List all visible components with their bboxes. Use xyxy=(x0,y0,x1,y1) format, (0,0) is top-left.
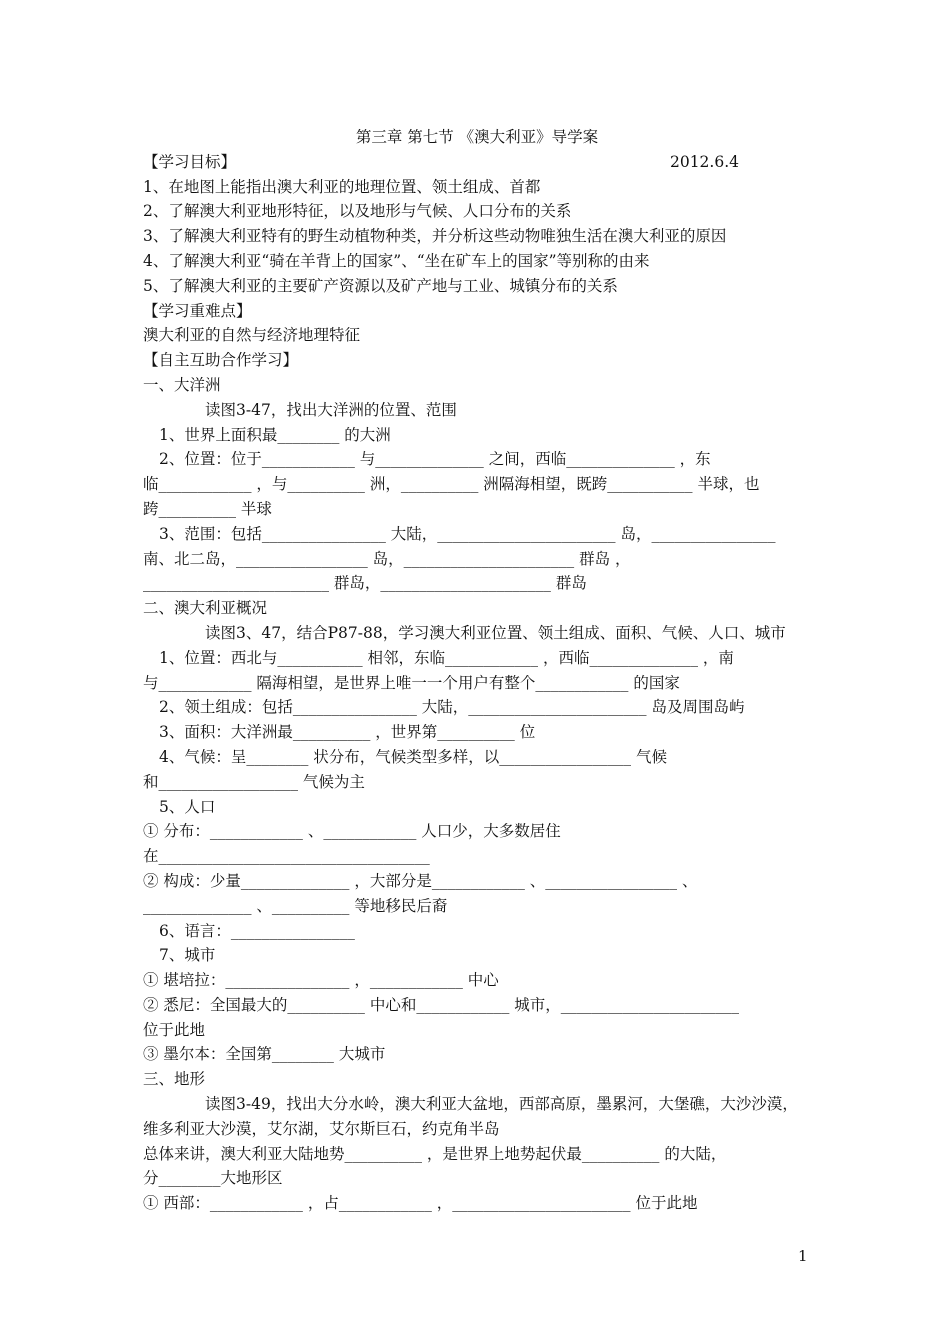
section-heading-australia-overview: 二、澳大利亚概况 xyxy=(143,599,268,618)
fill-in-line: 3、范围：包括________________ 大陆，_______________________ 岛，________________ xyxy=(159,524,776,543)
page-number: 1 xyxy=(798,1247,808,1265)
fill-in-line: ① 分布：____________ 、____________ 人口少，大多数居住 xyxy=(143,822,561,841)
fill-in-line: 2、领土组成：包括________________ 大陆，_______________________ 岛及周围岛屿 xyxy=(159,698,745,717)
study-heading: 【自主互助合作学习】 xyxy=(143,351,299,370)
fill-in-line: 在___________________________________ xyxy=(143,847,430,866)
subheading-population: 5、人口 xyxy=(159,797,216,816)
goal-item: 2、了解澳大利亚地形特征，以及地形与气候、人口分布的关系 xyxy=(143,202,572,221)
fill-in-line: 分________大地形区 xyxy=(143,1169,283,1188)
fill-in-line: 位于此地 xyxy=(143,1020,206,1039)
fill-in-line: 2、位置：位于____________ 与______________ 之间，西临______________ ，东 xyxy=(159,450,711,469)
fill-in-line: ① 西部：____________ ，占____________ ，_______________________ 位于此地 xyxy=(143,1194,698,1213)
document-body xyxy=(143,125,811,1216)
fill-in-line: 和__________________ 气候为主 xyxy=(143,772,365,791)
fill-in-line: 南、北二岛，_________________ 岛，______________________ 群岛 ， xyxy=(143,549,631,568)
goal-item: 1、在地图上能指出澳大利亚的地理位置、领土组成、首都 xyxy=(143,177,541,196)
goal-item: 3、了解澳大利亚特有的野生动植物种类，并分析这些动物唯独生活在澳大利亚的原因 xyxy=(143,227,727,246)
section-heading-terrain: 三、地形 xyxy=(143,1070,206,1089)
fill-in-line: 总体来讲，澳大利亚大陆地势__________ ，是世界上地势起伏最__________ 的大陆， xyxy=(143,1144,727,1163)
key-points-text: 澳大利亚的自然与经济地理特征 xyxy=(143,326,361,345)
document-title: 第三章 第七节 《澳大利亚》导学案 xyxy=(355,128,599,146)
fill-in-line: ______________ 、__________ 等地移民后裔 xyxy=(143,896,448,915)
goal-item: 4、了解澳大利亚“骑在羊背上的国家”、“坐在矿车上的国家”等别称的由来 xyxy=(143,251,650,270)
goals-header-row xyxy=(143,150,811,175)
fill-in-line: ③ 墨尔本：全国第________ 大城市 xyxy=(143,1045,386,1064)
fill-in-line: ② 悉尼：全国最大的__________ 中心和____________ 城市，_______________________ xyxy=(143,995,740,1014)
fill-in-line: ② 构成：少量______________ ，大部分是____________ 、_________________ 、 xyxy=(143,871,698,890)
fill-in-line: ① 堪培拉：________________ ，____________ 中心 xyxy=(143,971,499,990)
reading-instruction: 读图3-47，找出大洋洲的位置、范围 xyxy=(205,400,457,419)
fill-in-line: 与____________ 隔海相望，是世界上唯一一个用户有整个____________ 的国家 xyxy=(143,673,680,692)
fill-in-line: 3、面积：大洋洲最__________ ，世界第__________ 位 xyxy=(159,723,536,742)
fill-in-line: 跨__________ 半球 xyxy=(143,499,272,518)
fill-in-line: 临____________ ，与__________ 洲，__________ 洲隔海相望，既跨___________ 半球，也 xyxy=(143,475,760,494)
document-date: 2012.6.4 xyxy=(669,152,739,171)
reading-instruction-cont: 维多利亚大沙漠，艾尔湖，艾尔斯巨石，约克角半岛 xyxy=(143,1119,500,1138)
fill-in-line: 6、语言：________________ xyxy=(159,921,355,940)
subheading-cities: 7、城市 xyxy=(159,946,216,965)
fill-in-line: 1、世界上面积最________ 的大洲 xyxy=(159,425,391,444)
fill-in-line: 4、气候：呈________ 状分布，气候类型多样，以_________________ 气候 xyxy=(159,747,667,766)
goal-item: 5、了解澳大利亚的主要矿产资源以及矿产地与工业、城镇分布的关系 xyxy=(143,276,618,295)
fill-in-line: 1、位置：西北与___________ 相邻，东临____________ ，西临______________ ，南 xyxy=(159,648,734,667)
goals-heading: 【学习目标】 xyxy=(143,152,237,171)
section-heading-oceania: 一、大洋洲 xyxy=(143,375,221,394)
key-points-heading: 【学习重难点】 xyxy=(143,301,252,320)
fill-in-line: ________________________ 群岛，______________________ 群岛 xyxy=(143,574,587,593)
reading-instruction: 读图3、47，结合P87-88，学习澳大利亚位置、领土组成、面积、气候、人口、城市 xyxy=(205,623,786,642)
reading-instruction: 读图3-49，找出大分水岭，澳大利亚大盆地，西部高原，墨累河，大堡礁，大沙沙漠， xyxy=(205,1095,798,1114)
